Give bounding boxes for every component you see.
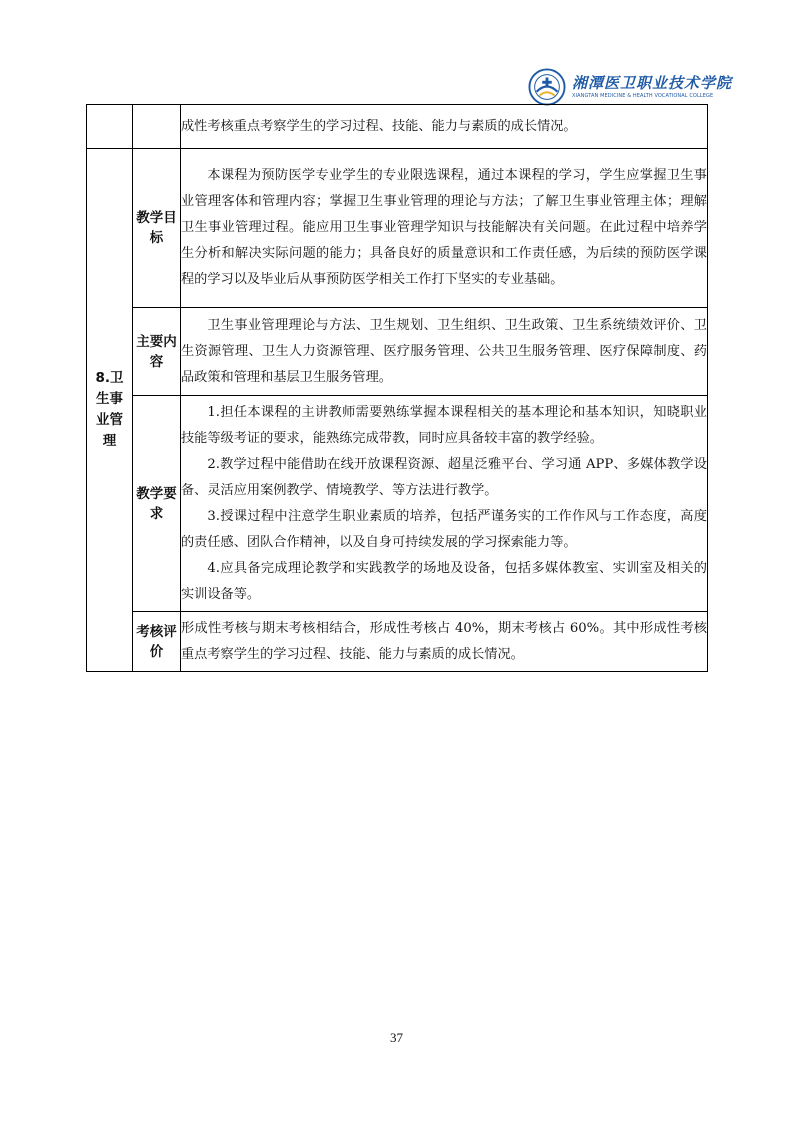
requirement-item: 3.授课过程中注意学生职业素质的培养，包括严谨务实的工作作风与工作态度，高度的责任感、团队合作精神，以及自身可持续发展的学习探索能力等。 — [181, 508, 707, 550]
requirement-item: 1.担任本课程的主讲教师需要熟练掌握本课程相关的基本理论和基本知识，知晓职业技能等级考证的要求，能熟练完成带教，同时应具备较丰富的教学经验。 — [181, 404, 707, 446]
assessment-label-cell — [133, 612, 181, 672]
objectives-text: 本课程为预防医学专业学生的专业限选课程，通过本课程的学习，学生应掌握卫生事业管理客体和管理内容；掌握卫生事业管理的理论与方法；了解卫生事业管理主体；理解卫生事业管理过程。能应用卫生事业管理学知识与技能解决有关问题。在此过程中培养学生分析和解决实际问题的能力；具备良好的质量意识和工作责任感，为后续的预防医学课程的学习以及毕业后从事预防医学相关工作打下坚实的专业基础。 — [181, 168, 707, 287]
assessment-row — [87, 612, 708, 672]
continued-label-cell — [133, 105, 181, 149]
page-number: 37 — [390, 1030, 403, 1045]
assessment-label: 考核评价 — [136, 623, 177, 660]
requirement-item: 2.教学过程中能借助在线开放课程资源、超星泛雅平台、学习通 APP、多媒体教学设备、灵活应用案例教学、情境教学、等方法进行教学。 — [181, 456, 707, 498]
course-name-cell — [87, 149, 133, 672]
requirements-row — [87, 396, 708, 612]
content-content-cell — [181, 308, 708, 396]
objectives-row — [87, 149, 708, 308]
content-row — [87, 308, 708, 396]
college-seal-icon — [528, 68, 566, 106]
course-name: 8.卫生事业管理 — [95, 370, 124, 449]
logo-chinese-name: 湘潭医卫职业技术学院 — [572, 74, 733, 92]
objectives-content-cell — [181, 149, 708, 308]
assessment-text: 形成性考核与期末考核相结合，形成性考核占 40%，期末考核占 60%。其中形成性考核重点考察学生的学习过程、技能、能力与素质的成长情况。 — [181, 620, 707, 662]
content-label-cell — [133, 308, 181, 396]
requirements-content-cell — [181, 396, 708, 612]
requirement-item: 4.应具备完成理论教学和实践教学的场地及设备，包括多媒体教室、实训室及相关的实训设备等。 — [181, 560, 707, 602]
continued-content-cell — [181, 105, 708, 149]
content-text: 卫生事业管理理论与方法、卫生规划、卫生组织、卫生政策、卫生系统绩效评价、卫生资源管理、卫生人力资源管理、医疗服务管理、公共卫生服务管理、医疗保障制度、药品政策和管理和基层卫生服务管理。 — [181, 317, 707, 385]
objectives-label-cell — [133, 149, 181, 308]
continued-course-cell — [87, 105, 133, 149]
assessment-content-cell — [181, 612, 708, 672]
objectives-label: 教学目标 — [136, 210, 177, 246]
logo-english-name: XIANGTAN MEDICINE & HEALTH VOCATIONAL COLLEGE — [572, 93, 714, 99]
continued-row — [87, 105, 708, 149]
requirements-label: 教学要求 — [136, 485, 177, 522]
course-table — [86, 104, 708, 672]
requirements-label-cell — [133, 396, 181, 612]
continued-assessment-text: 成性考核重点考察学生的学习过程、技能、能力与素质的成长情况。 — [181, 118, 577, 134]
content-label: 主要内容 — [136, 333, 177, 370]
college-logo — [528, 66, 733, 108]
